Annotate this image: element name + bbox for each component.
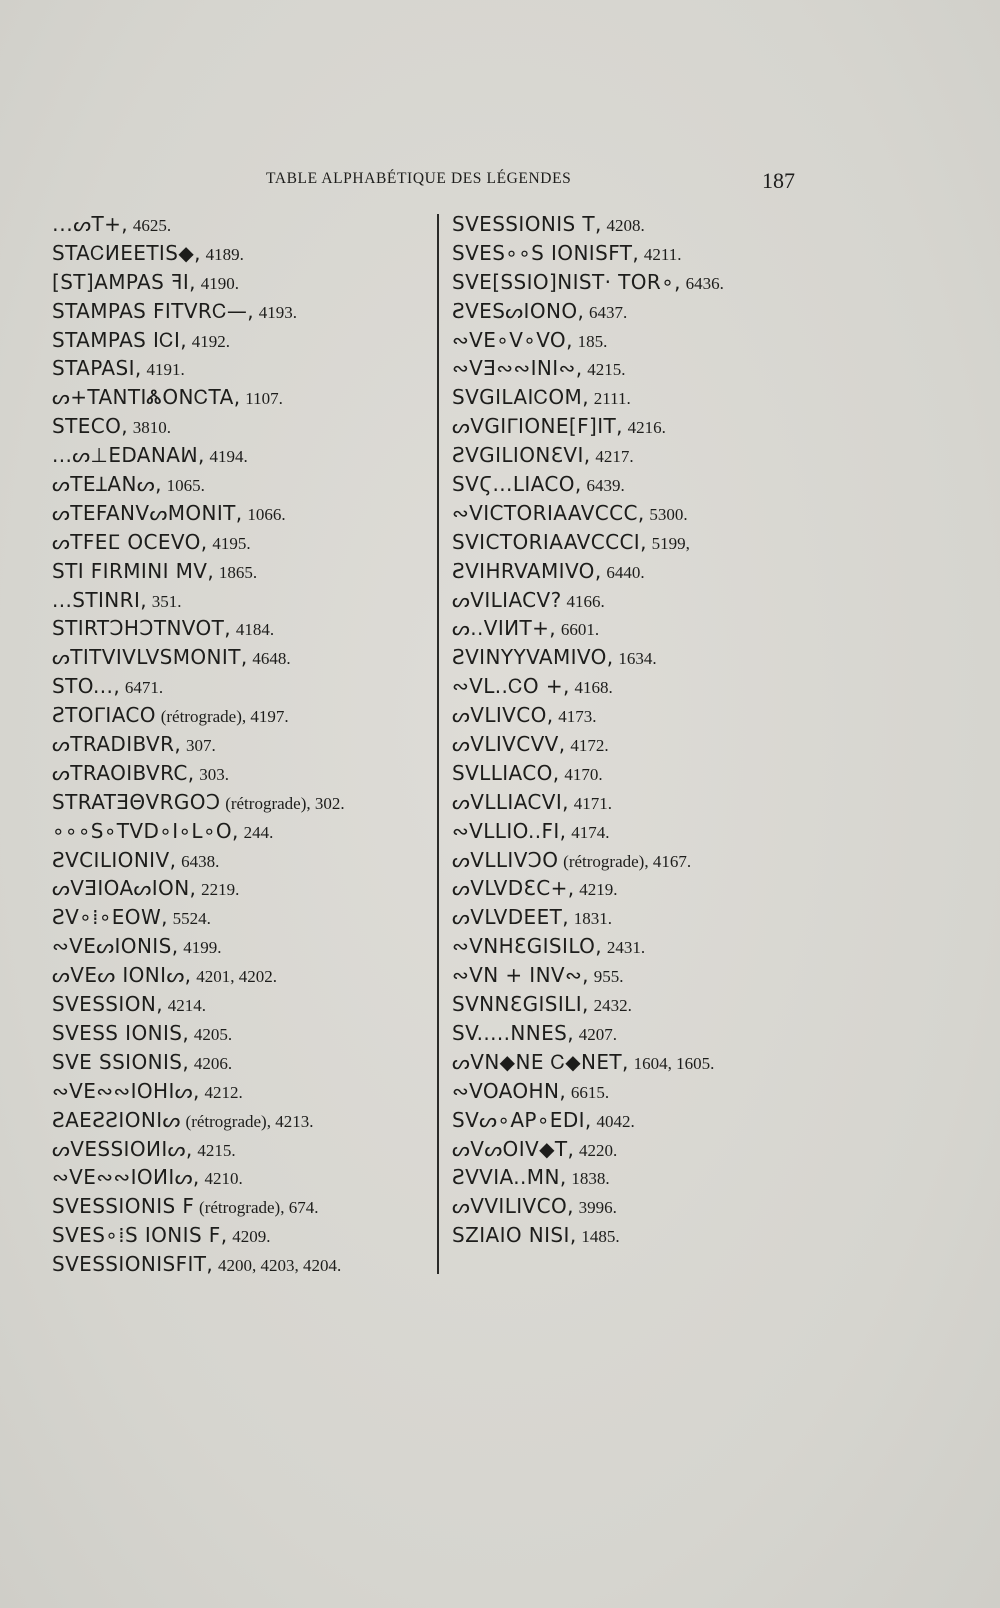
index-entry <box>452 961 792 990</box>
legend-text: ᔕVLVDƐC+, <box>452 876 575 901</box>
index-entry <box>452 528 792 557</box>
reference-numbers: 5300. <box>649 504 688 524</box>
legend-text: SVICTORIAAVCCCI, <box>452 529 647 554</box>
reference-numbers: 307. <box>185 736 216 756</box>
legend-text: ∾VE∾∾IOHIᔕ, <box>52 1078 200 1103</box>
reference-numbers: 4170. <box>564 764 603 784</box>
reference-numbers: 303. <box>199 764 230 784</box>
legend-text: ᔕ..VIИT+, <box>452 616 557 641</box>
reference-numbers: 4217. <box>595 447 634 467</box>
reference-numbers: 4219. <box>579 880 618 900</box>
legend-text: SV.....NNES, <box>452 1020 574 1045</box>
reference-numbers: 6438. <box>181 851 220 871</box>
reference-numbers: 4206. <box>193 1053 233 1073</box>
index-entry <box>52 239 432 268</box>
legend-text: SVE SSIONIS, <box>52 1049 190 1074</box>
right-column <box>452 210 792 1250</box>
legend-text: STIRTƆHƆTNVOT, <box>52 616 232 641</box>
reference-numbers: 4190. <box>200 273 239 293</box>
index-entry <box>52 672 432 701</box>
index-entry <box>452 1077 792 1106</box>
reference-numbers: 4192. <box>191 331 231 351</box>
legend-text: SVᔕ∘AP∘EDI, <box>452 1107 592 1132</box>
reference-numbers: 1485. <box>581 1227 620 1247</box>
index-entry <box>52 846 432 875</box>
legend-text: STAᏟИEETIS◆, <box>52 240 201 265</box>
reference-numbers: 4199. <box>183 938 222 958</box>
index-entry <box>452 846 792 875</box>
legend-text: ᔕVGIᒥIONE[F]IT, <box>452 414 623 439</box>
reference-numbers: 1865. <box>218 562 258 582</box>
index-entry <box>452 701 792 730</box>
reference-numbers: 1066. <box>247 504 286 524</box>
index-entry <box>52 1048 432 1077</box>
index-entry <box>452 788 792 817</box>
index-entry <box>452 1135 792 1164</box>
index-entry <box>52 788 432 817</box>
index-entry <box>52 730 432 759</box>
reference-numbers: 351. <box>151 591 182 611</box>
reference-numbers: 1634. <box>618 649 657 669</box>
legend-text: ƧAEƧƧIONIᔕ <box>52 1107 181 1132</box>
index-entry <box>52 990 432 1019</box>
index-entry <box>52 499 432 528</box>
legend-text: ƧTOᒥIACO <box>52 703 156 728</box>
legend-text: ∾VEᔕIONIS, <box>52 934 179 959</box>
legend-text: ƧVINYYVAMIVO, <box>452 645 614 670</box>
reference-numbers: 5199, <box>651 533 690 553</box>
legend-text: STECO, <box>52 414 129 439</box>
reference-numbers: (rétrograde), 302. <box>225 793 345 813</box>
index-entry <box>52 874 432 903</box>
index-entry <box>52 383 432 412</box>
index-entry <box>452 470 792 499</box>
index-entry <box>52 1192 432 1221</box>
reference-numbers: 4215. <box>197 1140 236 1160</box>
reference-numbers: 4174. <box>571 822 610 842</box>
reference-numbers: 4195. <box>212 533 251 553</box>
index-entry <box>452 730 792 759</box>
legend-text: SVNNƐGISILI, <box>452 992 589 1017</box>
legend-text: ƧVVIA..MN, <box>452 1165 567 1190</box>
index-entry <box>52 1077 432 1106</box>
index-entry <box>52 759 432 788</box>
legend-text: ᔕVLIVCO, <box>452 703 554 728</box>
reference-numbers: 1065. <box>166 476 205 496</box>
index-entry <box>452 614 792 643</box>
legend-text: SVESSION, <box>52 992 163 1017</box>
legend-text: SVES∘∘S IONISFT, <box>452 240 640 265</box>
legend-text: ƧVIHRVAMIVO, <box>452 558 602 583</box>
legend-text: ᔕVILIACV? <box>452 587 562 612</box>
legend-text: ᔕTRADIBVR, <box>52 732 182 757</box>
reference-numbers: 4168. <box>574 678 613 698</box>
legend-text: ᔕVLVDEET, <box>452 905 569 930</box>
reference-numbers: 3996. <box>578 1198 617 1218</box>
reference-numbers: 6471. <box>124 678 164 698</box>
legend-text: ...STINRI, <box>52 587 147 612</box>
legend-text: SVESS IONIS, <box>52 1020 190 1045</box>
index-entry <box>452 239 792 268</box>
legend-text: SVE[SSIO]NIST· TOR∘, <box>452 269 681 294</box>
legend-text: ∾VƎ∾∾INI∾, <box>452 356 583 381</box>
index-entry <box>452 932 792 961</box>
reference-numbers: 4194. <box>209 447 248 467</box>
reference-numbers: 4201, 4202. <box>196 967 277 987</box>
legend-text: ᔕVESSIOИIᔕ, <box>52 1136 193 1161</box>
legend-text: ᔕVVILIVCO, <box>452 1194 574 1219</box>
index-entry <box>52 932 432 961</box>
index-entry <box>452 441 792 470</box>
index-entry <box>452 643 792 672</box>
reference-numbers: 6436. <box>685 273 724 293</box>
index-entry <box>52 210 432 239</box>
index-entry <box>52 441 432 470</box>
reference-numbers: 4171. <box>573 793 612 813</box>
legend-text: ᔕTITVIVLVSMONIT, <box>52 645 248 670</box>
legend-text: ᔕTEFANVᔕMONIT, <box>52 500 243 525</box>
legend-text: ᔕVEᔕ IONIᔕ, <box>52 963 192 988</box>
reference-numbers: (rétrograde), 4167. <box>563 851 692 871</box>
index-entry <box>452 1106 792 1135</box>
legend-text: ...ᔕ⊥EDANAꟽ, <box>52 443 205 468</box>
reference-numbers: 4211. <box>643 244 682 264</box>
index-entry <box>452 1192 792 1221</box>
legend-text: STAMPAS IᏟI, <box>52 327 188 352</box>
reference-numbers: 2431. <box>606 938 646 958</box>
legend-text: ᔕVᔕOIV◆T, <box>452 1136 575 1161</box>
reference-numbers: 6437. <box>589 302 628 322</box>
legend-text: ƧVCILIONIV, <box>52 847 177 872</box>
index-entry <box>452 268 792 297</box>
index-entry <box>452 210 792 239</box>
legend-text: ∾VNHƐGISILO, <box>452 934 603 959</box>
reference-numbers: 4625. <box>132 216 172 235</box>
legend-text: ∾VE∾∾IOИIᔕ, <box>52 1165 200 1190</box>
legend-text: ∾VICTORIAAVCCC, <box>452 500 645 525</box>
legend-text: STI FIRMINI MV, <box>52 558 215 583</box>
reference-numbers: 1838. <box>571 1169 610 1189</box>
index-entry <box>52 1163 432 1192</box>
legend-text: ․․․ᔕT+, <box>52 212 129 236</box>
legend-text: STAPASI, <box>52 356 142 381</box>
legend-text: ∘∘∘S∘TVD∘I∘L∘O, <box>52 818 239 843</box>
index-entry <box>52 817 432 846</box>
index-entry <box>52 557 432 586</box>
index-entry <box>52 1221 432 1250</box>
legend-text: SVESSIONISFIT, <box>52 1252 214 1277</box>
reference-numbers: 3810. <box>132 418 172 438</box>
reference-numbers: 4214. <box>167 996 206 1016</box>
legend-text: SVESSIONIS T, <box>452 212 602 236</box>
reference-numbers: 1107. <box>245 389 283 409</box>
legend-text: SZIAIO NISI, <box>452 1223 577 1248</box>
legend-text: ᔕTFEⵎ OCEVO, <box>52 529 208 554</box>
running-head: TABLE ALPHABÉTIQUE DES LÉGENDES <box>266 170 572 187</box>
column-divider <box>437 214 439 1274</box>
reference-numbers: 4216. <box>627 418 666 438</box>
reference-numbers: 6439. <box>586 476 625 496</box>
legend-text: ƧVGILIONƐVI, <box>452 443 591 468</box>
index-entry <box>52 354 432 383</box>
legend-text: ᔕVLLIACVI, <box>452 789 569 814</box>
index-entry <box>452 383 792 412</box>
legend-text: [ST]AMPAS ꟻI, <box>52 269 196 294</box>
index-entry <box>452 557 792 586</box>
legend-text: SVϚ...LIACO, <box>452 472 582 497</box>
reference-numbers: (rétrograde), 674. <box>199 1198 319 1218</box>
reference-numbers: 4210. <box>204 1169 243 1189</box>
legend-text: SVLLIACO, <box>452 760 560 785</box>
legend-text: ᔕTRAOIBVRC, <box>52 760 195 785</box>
reference-numbers: 2111. <box>593 389 631 409</box>
legend-text: ᔕVLLIVƆO <box>452 847 559 872</box>
index-entry <box>52 903 432 932</box>
legend-text: ∾VE∘V∘VO, <box>452 327 573 352</box>
index-entry <box>52 528 432 557</box>
legend-text: ᔕTEꞱANᔕ, <box>52 472 162 497</box>
reference-numbers: 4200, 4203, 4204. <box>217 1256 342 1276</box>
index-entry <box>52 1135 432 1164</box>
reference-numbers: 244. <box>243 822 274 842</box>
reference-numbers: 955. <box>593 967 624 987</box>
legend-text: ∾VN + INV∾, <box>452 963 589 988</box>
index-entry <box>52 643 432 672</box>
reference-numbers: 4191. <box>146 360 185 380</box>
reference-numbers: 5524. <box>172 909 211 929</box>
index-entry <box>52 1019 432 1048</box>
index-entry <box>452 817 792 846</box>
index-entry <box>52 961 432 990</box>
reference-numbers: 4166. <box>566 591 605 611</box>
index-entry <box>452 903 792 932</box>
left-column <box>52 210 432 1279</box>
reference-numbers: 6615. <box>570 1082 610 1102</box>
legend-text: ∾VL..ᏟO +, <box>452 674 570 699</box>
legend-text: ƧVESᔕIONO, <box>452 298 585 323</box>
index-entry <box>452 1221 792 1250</box>
reference-numbers: 4207. <box>578 1024 618 1044</box>
reference-numbers: 4184. <box>235 620 275 640</box>
index-entry <box>52 586 432 615</box>
legend-text: STO..., <box>52 674 121 699</box>
index-entry <box>52 297 432 326</box>
legend-text: SVGILAIᏟOM, <box>452 385 589 410</box>
page-number: 187 <box>762 168 795 193</box>
index-entry <box>52 1106 432 1135</box>
index-entry <box>52 614 432 643</box>
index-entry <box>52 412 432 441</box>
reference-numbers: (rétrograde), 4213. <box>185 1111 314 1131</box>
index-entry <box>452 1019 792 1048</box>
index-entry <box>52 701 432 730</box>
index-entry <box>52 268 432 297</box>
reference-numbers: 4172. <box>570 736 609 756</box>
index-entry <box>452 326 792 355</box>
reference-numbers: 6440. <box>606 562 645 582</box>
reference-numbers: 4205. <box>193 1024 233 1044</box>
legend-text: STAMPAS FITVRᏟ—, <box>52 298 255 323</box>
index-entry <box>452 759 792 788</box>
reference-numbers: 4193. <box>258 302 298 322</box>
index-entry <box>452 672 792 701</box>
legend-text: STRATƎΘVRGOƆ <box>52 789 221 814</box>
index-entry <box>452 354 792 383</box>
legend-text: ᔕ+TANTIᏜONᏟTA, <box>52 385 241 410</box>
index-entry <box>452 874 792 903</box>
index-entry <box>52 470 432 499</box>
reference-numbers: 4208. <box>606 216 645 235</box>
reference-numbers: 185. <box>577 331 608 351</box>
reference-numbers: 4215. <box>587 360 626 380</box>
index-entry <box>52 1250 432 1279</box>
reference-numbers: 2432. <box>593 996 632 1016</box>
index-entry <box>452 499 792 528</box>
legend-text: ∾VLLIO..FI, <box>452 818 567 843</box>
reference-numbers: 4173. <box>558 707 597 727</box>
index-entry <box>452 297 792 326</box>
index-entry <box>452 586 792 615</box>
index-entry <box>452 990 792 1019</box>
reference-numbers: (rétrograde), 4197. <box>160 707 289 727</box>
legend-text: ᔕVN◆NE Ꮯ◆NET, <box>452 1049 629 1074</box>
index-entry <box>52 326 432 355</box>
reference-numbers: 4209. <box>232 1227 271 1247</box>
reference-numbers: 2219. <box>201 880 240 900</box>
legend-text: ᔕVƎIOAᔕION, <box>52 876 197 901</box>
reference-numbers: 4212. <box>204 1082 243 1102</box>
reference-numbers: 1604, 1605. <box>633 1053 715 1073</box>
index-entry <box>452 1163 792 1192</box>
legend-text: ∾VOAOHN, <box>452 1078 567 1103</box>
index-entry <box>452 1048 792 1077</box>
index-entry <box>452 412 792 441</box>
reference-numbers: 1831. <box>573 909 613 929</box>
reference-numbers: 4189. <box>205 244 244 264</box>
legend-text: SVESSIONIS F <box>52 1194 195 1219</box>
legend-text: ƧV∘⁞∘EOW, <box>52 905 168 930</box>
legend-text: ᔕVLIVCVV, <box>452 732 566 757</box>
reference-numbers: 4042. <box>596 1111 635 1131</box>
reference-numbers: 4220. <box>579 1140 618 1160</box>
legend-text: SVES∘⁞S IONIS F, <box>52 1223 228 1248</box>
reference-numbers: 4648. <box>252 649 291 669</box>
reference-numbers: 6601. <box>560 620 600 640</box>
